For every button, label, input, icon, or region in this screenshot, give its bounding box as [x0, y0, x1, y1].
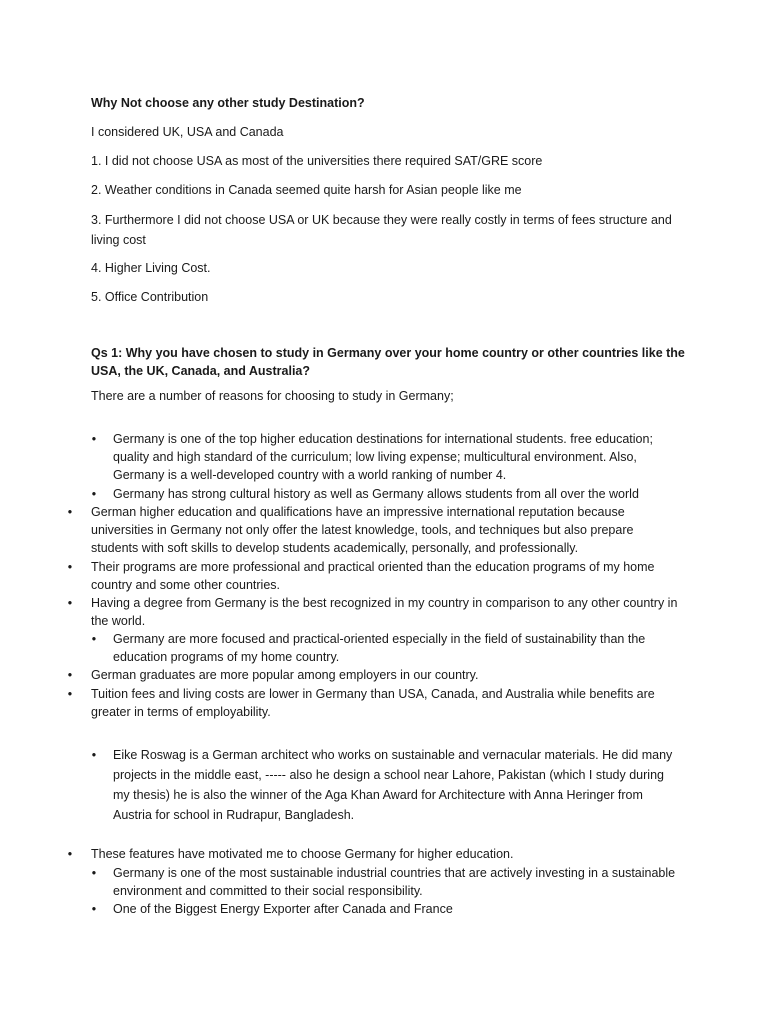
bullet-icon: •	[91, 748, 97, 762]
list-item-text: Their programs are more professional and practical oriented than the education programs of my home country and some other countries.	[91, 560, 655, 592]
question-intro: There are a number of reasons for choosing to study in Germany;	[91, 389, 454, 403]
list-item-text: German graduates are more popular among employers in our country.	[91, 668, 479, 682]
bullet-icon: •	[67, 847, 73, 861]
bullet-icon: •	[91, 432, 97, 446]
list-item-text: Germany are more focused and practical-oriented especially in the field of sustainability than the education programs of my home country.	[113, 632, 646, 664]
section-intro: I considered UK, USA and Canada	[91, 125, 284, 139]
list-item-text: Germany is one of the most sustainable industrial countries that are actively investing in a sustainable environment and committed to their social responsibility.	[113, 866, 676, 898]
list-item-text: German higher education and qualifications have an impressive international reputation because universities in Germany not only offer the latest knowledge, tools, and techniques but also prepare students with soft skills to develop students academically, personally, and professionally.	[91, 505, 634, 555]
bullet-icon: •	[91, 632, 97, 646]
point-4: 4. Higher Living Cost.	[91, 261, 211, 275]
point-5: 5. Office Contribution	[91, 290, 209, 304]
point-2: 2. Weather conditions in Canada seemed quite harsh for Asian people like me	[91, 183, 522, 197]
bullet-icon: •	[67, 687, 73, 701]
list-item-text: Eike Roswag is a German architect who works on sustainable and vernacular materials. He did many projects in the middle east, ----- also he design a school near Lahore, Pakistan (which I study during my thesis) he is also the winner of the Aga Khan Award for Architecture with Anna Heringer from Austria for school in Rudrapur, Bangladesh.	[113, 748, 673, 822]
section-heading: Why Not choose any other study Destination?	[91, 96, 365, 110]
list-item-text: Tuition fees and living costs are lower in Germany than USA, Canada, and Australia while benefits are greater in terms of employability.	[91, 687, 655, 719]
bullet-icon: •	[91, 866, 97, 880]
bullet-icon: •	[67, 668, 73, 682]
bullet-icon: •	[67, 560, 73, 574]
list-item-text: Having a degree from Germany is the best recognized in my country in comparison to any other country in the world.	[91, 596, 678, 628]
list-item-text: Germany is one of the top higher education destinations for international students. free education; quality and high standard of the curriculum; low living expense; multicultural environment. Also, Germany is a well-developed country with a world ranking of number 4.	[113, 432, 653, 482]
list-item-text: One of the Biggest Energy Exporter after Canada and France	[113, 902, 453, 916]
point-3: 3. Furthermore I did not choose USA or UK because they were really costly in terms of fees structure and living cost	[91, 213, 672, 247]
bullet-icon: •	[91, 902, 97, 916]
bullet-icon: •	[67, 505, 73, 519]
list-item-text: Germany has strong cultural history as well as Germany allows students from all over the world	[113, 487, 639, 501]
bullet-icon: •	[67, 596, 73, 610]
list-item-text: These features have motivated me to choose Germany for higher education.	[91, 847, 514, 861]
point-1: 1. I did not choose USA as most of the universities there required SAT/GRE score	[91, 154, 543, 168]
bullet-icon: •	[91, 487, 97, 501]
question-heading: Qs 1: Why you have chosen to study in Germany over your home country or other countries like the USA, the UK, Canada, and Australia?	[91, 346, 685, 378]
